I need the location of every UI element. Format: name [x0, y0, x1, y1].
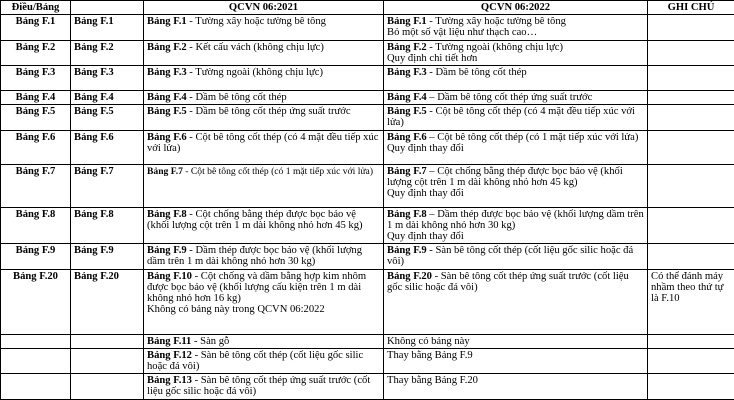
new-table-text: - Cột bê tông cốt thép (có 4 mặt đều tiếp xúc với lửa) — [387, 106, 635, 129]
old-table-text: - Dầm bê tông cốt thép ứng suất trước — [186, 106, 351, 118]
table-row — [1, 244, 734, 269]
bang-label: Bảng F.2 — [74, 41, 114, 53]
cell-qcvn-2021 — [144, 164, 384, 207]
table-row — [1, 66, 734, 91]
cell-qcvn-2021 — [144, 348, 384, 373]
table-row — [1, 105, 734, 130]
cell-qcvn-2021 — [144, 207, 384, 244]
cell-ghi-chu — [648, 374, 734, 399]
cell-qcvn-2022 — [384, 334, 648, 348]
cell-bang — [71, 130, 144, 164]
cell-qcvn-2022 — [384, 15, 648, 40]
new-table-note: Bỏ một số vật liệu như thạch cao… — [387, 27, 538, 39]
cell-qcvn-2021 — [144, 40, 384, 65]
new-table-label: Bảng F.20 — [387, 270, 432, 282]
new-table-label: Bảng F.8 — [387, 208, 427, 220]
new-table-label: Bảng F.7 — [387, 165, 427, 177]
bang-label: Bảng F.5 — [74, 106, 114, 118]
new-table-text: – Cột bê tông cốt thép (có 1 mặt tiếp xúc với lửa) — [426, 131, 639, 143]
new-table-label: Bảng F.5 — [387, 106, 427, 118]
header-row — [1, 1, 734, 15]
new-table-text: Thay bằng Bảng F.9 — [387, 349, 473, 361]
cell-bang — [71, 164, 144, 207]
cell-dieu — [1, 374, 71, 399]
table-row — [1, 269, 734, 334]
bang-label: Bảng F.3 — [74, 67, 114, 79]
table-row — [1, 15, 734, 40]
old-table-text: - Sàn bê tông cốt thép ứng suất trước (cốt liệu gốc silic hoặc đá vôi) — [147, 375, 371, 398]
old-table-label: Bảng F.6 — [147, 131, 187, 143]
cell-bang — [71, 269, 144, 334]
cell-qcvn-2021 — [144, 105, 384, 130]
cell-ghi-chu — [648, 348, 734, 373]
cell-qcvn-2022 — [384, 164, 648, 207]
old-table-label: Bảng F.7 — [147, 165, 183, 177]
new-table-label: Bảng F.2 — [387, 41, 427, 53]
cell-ghi-chu — [648, 244, 734, 269]
old-table-text: - Cột bê tông cốt thép (có 1 mặt tiếp xúc với lửa) — [182, 165, 374, 177]
bang-label: Bảng F.7 — [74, 165, 114, 177]
cell-dieu — [1, 207, 71, 244]
new-table-note: Quy định thay đổi — [387, 231, 464, 243]
dieu-label: Bảng F.5 — [15, 106, 56, 118]
cell-qcvn-2021 — [144, 66, 384, 91]
table-row — [1, 334, 734, 348]
cell-qcvn-2022 — [384, 244, 648, 269]
cell-qcvn-2021 — [144, 269, 384, 334]
header-qcvn-2021: QCVN 06:2021 — [144, 1, 384, 15]
new-table-note: Quy định chi tiết hơn — [387, 52, 478, 64]
cell-dieu — [1, 348, 71, 373]
cell-dieu — [1, 269, 71, 334]
cell-qcvn-2022 — [384, 40, 648, 65]
note-text: Có thể đánh máy nhầm theo thứ tự là F.10 — [651, 270, 724, 305]
bang-label: Bảng F.1 — [74, 16, 114, 28]
old-table-note: Không có bảng này trong QCVN 06:2022 — [147, 304, 325, 316]
table-row — [1, 164, 734, 207]
dieu-label: Bảng F.1 — [15, 16, 56, 28]
new-table-label: Bảng F.3 — [387, 67, 427, 79]
new-table-text: - Sàn bê tông cốt thép ứng suất trước (cốt liệu gốc silic hoặc đá vôi) — [387, 270, 629, 293]
cell-dieu — [1, 164, 71, 207]
cell-qcvn-2022 — [384, 348, 648, 373]
cell-qcvn-2021 — [144, 334, 384, 348]
cell-qcvn-2021 — [144, 15, 384, 40]
old-table-label: Bảng F.8 — [147, 208, 187, 220]
old-table-label: Bảng F.3 — [147, 67, 187, 79]
new-table-text: Không có bảng này — [387, 335, 470, 347]
new-table-text: - Dầm bê tông cốt thép — [426, 67, 527, 79]
old-table-label: Bảng F.4 — [147, 92, 187, 104]
dieu-label: Bảng F.6 — [15, 131, 56, 143]
cell-qcvn-2022 — [384, 374, 648, 399]
dieu-label: Bảng F.20 — [13, 270, 58, 282]
cell-ghi-chu — [648, 269, 734, 334]
cell-bang — [71, 334, 144, 348]
table-row — [1, 130, 734, 164]
cell-bang — [71, 66, 144, 91]
dieu-label: Bảng F.3 — [15, 67, 56, 79]
new-table-note: Quy định thay đổi — [387, 188, 464, 200]
header-qcvn-2022: QCVN 06:2022 — [384, 1, 648, 15]
cell-qcvn-2021 — [144, 244, 384, 269]
old-table-label: Bảng F.2 — [147, 41, 187, 53]
old-table-label: Bảng F.1 — [147, 16, 187, 28]
old-table-text: - Sàn gỗ — [191, 335, 230, 347]
old-table-label: Bảng F.5 — [147, 106, 187, 118]
cell-qcvn-2022 — [384, 130, 648, 164]
bang-label: Bảng F.4 — [74, 92, 114, 104]
new-table-label: Bảng F.6 — [387, 131, 427, 143]
cell-dieu — [1, 15, 71, 40]
cell-ghi-chu — [648, 66, 734, 91]
cell-ghi-chu — [648, 130, 734, 164]
old-table-text: - Tường ngoài (không chịu lực) — [186, 67, 323, 79]
bang-label: Bảng F.9 — [74, 245, 114, 257]
new-table-text: – Dầm bê tông cốt thép ứng suất trước — [426, 92, 593, 104]
cell-qcvn-2022 — [384, 207, 648, 244]
cell-qcvn-2022 — [384, 269, 648, 334]
header-blank — [71, 1, 144, 15]
cell-dieu — [1, 91, 71, 105]
new-table-text: - Tường xây hoặc tường bê tông — [426, 16, 566, 28]
cell-bang — [71, 348, 144, 373]
cell-bang — [71, 91, 144, 105]
cell-ghi-chu — [648, 105, 734, 130]
old-table-text: - Cột chống bằng thép được bọc bảo vệ (khối lượng cột trên 1 m dài không nhỏ hơn 45 kg) — [147, 208, 363, 231]
old-table-text: - Tường xây hoặc tường bê tông — [186, 16, 326, 28]
old-table-label: Bảng F.9 — [147, 245, 187, 257]
new-table-text: – Cột chống bằng thép được bọc bảo vệ (khối lượng cột trên 1 m dài không nhỏ hơn 45 kg) — [387, 165, 623, 188]
cell-bang — [71, 244, 144, 269]
cell-ghi-chu — [648, 40, 734, 65]
bang-label: Bảng F.20 — [74, 270, 119, 282]
cell-bang — [71, 374, 144, 399]
table-row — [1, 40, 734, 65]
cell-dieu — [1, 66, 71, 91]
new-table-note: Quy định thay đổi — [387, 142, 464, 154]
old-table-label: Bảng F.11 — [147, 335, 192, 347]
old-table-label: Bảng F.12 — [147, 349, 192, 361]
cell-dieu — [1, 130, 71, 164]
cell-qcvn-2022 — [384, 105, 648, 130]
cell-ghi-chu — [648, 15, 734, 40]
bang-label: Bảng F.6 — [74, 131, 114, 143]
cell-qcvn-2022 — [384, 66, 648, 91]
cell-dieu — [1, 40, 71, 65]
old-table-label: Bảng F.13 — [147, 375, 192, 387]
new-table-text: – Dầm thép được bọc bảo vệ (khối lượng dầm trên 1 m dài không nhỏ hơn 30 kg) — [387, 208, 644, 231]
cell-qcvn-2021 — [144, 130, 384, 164]
table-row — [1, 374, 734, 399]
dieu-label: Bảng F.4 — [15, 92, 56, 104]
header-dieu-bang: Điều/Bảng — [1, 1, 71, 15]
table-row — [1, 207, 734, 244]
cell-ghi-chu — [648, 164, 734, 207]
old-table-text: - Sàn bê tông cốt thép (cốt liệu gốc silic hoặc đá vôi) — [147, 349, 364, 373]
cell-bang — [71, 15, 144, 40]
old-table-text: - Cột chống và dầm bằng hợp kim nhôm được bọc bảo vệ (khối lượng cấu kiện trên 1 m dài không nhỏ hơn 16 kg) — [147, 270, 367, 305]
cell-bang — [71, 207, 144, 244]
dieu-label: Bảng F.8 — [15, 208, 56, 220]
dieu-label: Bảng F.7 — [15, 165, 56, 177]
cell-dieu — [1, 105, 71, 130]
new-table-label: Bảng F.9 — [387, 245, 427, 257]
cell-ghi-chu — [648, 334, 734, 348]
dieu-label: Bảng F.2 — [15, 41, 56, 53]
bang-label: Bảng F.8 — [74, 208, 114, 220]
cell-dieu — [1, 334, 71, 348]
table-row — [1, 91, 734, 105]
table-row — [1, 348, 734, 373]
old-table-text: - Cột bê tông cốt thép (có 4 mặt đều tiếp xúc với lửa) — [147, 131, 379, 154]
cell-bang — [71, 105, 144, 130]
cell-dieu — [1, 244, 71, 269]
new-table-label: Bảng F.1 — [387, 16, 427, 28]
old-table-text: - Dầm bê tông cốt thép — [186, 92, 287, 104]
old-table-text: - Kết cấu vách (không chịu lực) — [186, 41, 324, 53]
new-table-text: - Sàn bê tông cốt thép (cốt liệu gốc silic hoặc đá vôi) — [387, 245, 634, 268]
new-table-label: Bảng F.4 — [387, 92, 427, 104]
cell-ghi-chu — [648, 91, 734, 105]
new-table-text: - Tường ngoài (không chịu lực) — [426, 41, 563, 53]
cell-bang — [71, 40, 144, 65]
dieu-label: Bảng F.9 — [15, 245, 56, 257]
cell-qcvn-2021 — [144, 91, 384, 105]
cell-qcvn-2021 — [144, 374, 384, 399]
old-table-text: - Dầm thép được bọc bảo vệ (khối lượng dầm trên 1 m dài không nhỏ hơn 30 kg) — [147, 245, 363, 268]
new-table-text: Thay bằng Bảng F.20 — [387, 375, 478, 387]
header-ghi-chu: GHI CHÚ — [648, 1, 734, 15]
old-table-label: Bảng F.10 — [147, 270, 192, 282]
cell-qcvn-2022 — [384, 91, 648, 105]
cell-ghi-chu — [648, 207, 734, 244]
